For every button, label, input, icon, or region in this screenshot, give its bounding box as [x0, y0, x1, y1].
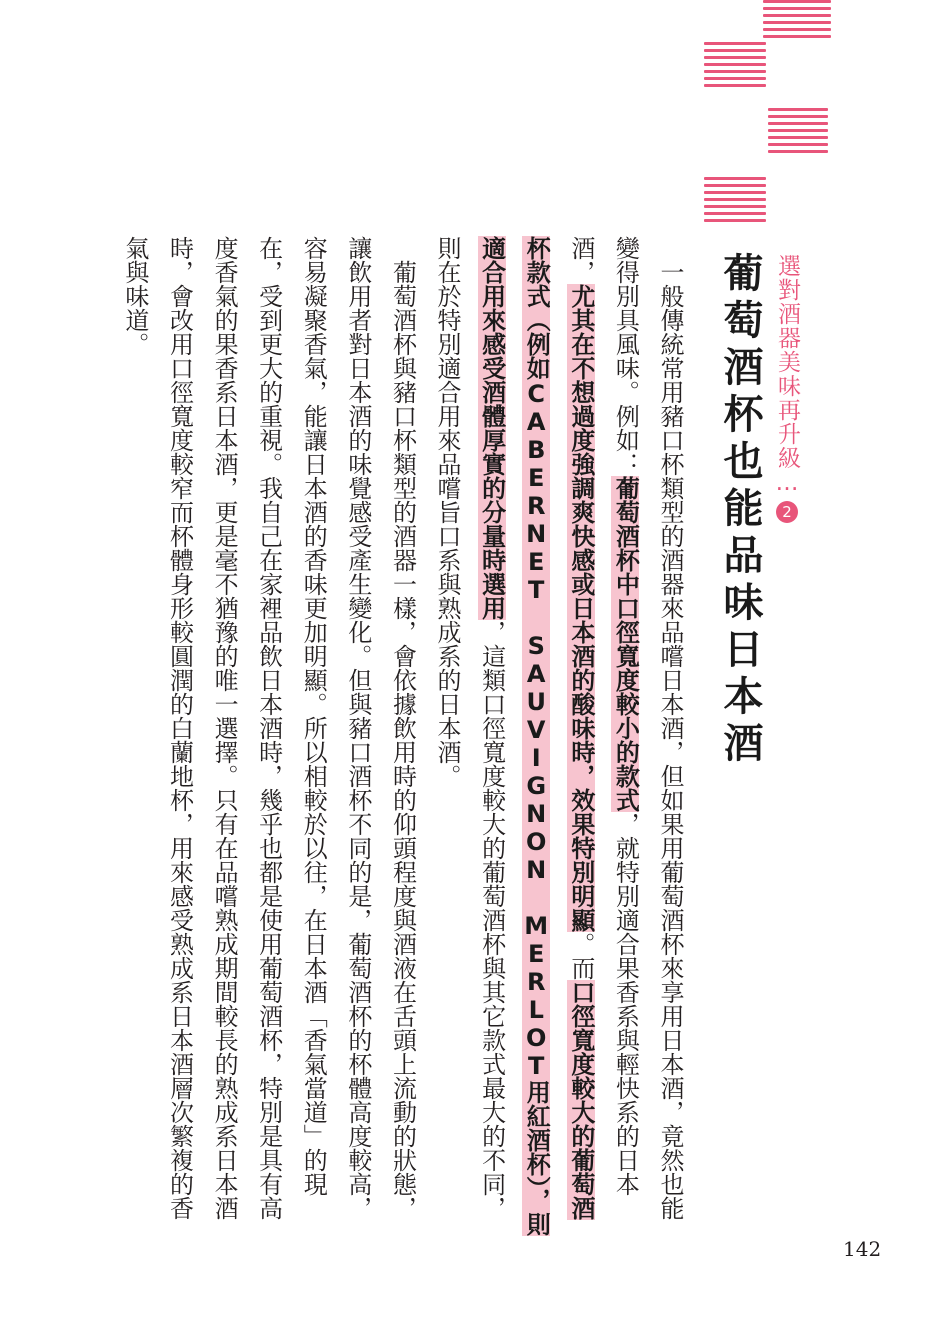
page-title: 葡萄酒杯也能品味日本酒	[717, 252, 763, 769]
page-number: 142	[843, 1237, 882, 1261]
paragraph-1-text-1: 一般傳統常用豬口杯類型的酒器來品嚐日本酒，但如果用葡萄酒杯來享用日本酒，竟然也能變得別具風味。例如：	[611, 236, 684, 1220]
series-number-badge: 2	[778, 502, 796, 522]
paragraph-2: 葡萄酒杯與豬口杯類型的酒器一樣，會依據飲用時的仰頭程度與酒液在舌頭上流動的狀態，讓飲用者對日本酒的味覺感受產生變化。但與豬口酒杯不同的是，葡萄酒杯的杯體高度較高，容易凝聚香氣，能讓日本酒的香味更加明顯。所以相較於以往，在日本酒「香氣當道」的現在，受到更大的重視。我自己在家裡品飲日本酒時，幾乎也都是使用葡萄酒杯，特別是具有高度香氣的果香系日本酒，更是毫不猶豫的唯一選擇。只有在品嚐熟成期間較長的熟成系日本酒時，會改用口徑寬度較窄而杯體身形較圓潤的白蘭地杯，用來感受熟成系日本酒層次繁複的香氣與味道。	[120, 236, 417, 1220]
series-label-text: 選對酒器美味再升級…	[774, 254, 800, 497]
decorative-stripes-left	[704, 42, 766, 91]
decorative-stripes-right	[768, 108, 828, 157]
highlight-2: 尤其在不想過度強調爽快感或日本酒的酸味時，效果特別明顯	[566, 284, 595, 932]
series-label	[772, 254, 802, 523]
decorative-stripes-lower	[704, 177, 766, 226]
decorative-stripes-top-right	[763, 0, 831, 42]
highlight-1: 葡萄酒杯中口徑寬度較小的款式	[611, 476, 640, 812]
highlight-3: 口徑寬度較大的葡萄酒杯款式（例如CABERNET SAUVIGNON MERLOT用紅酒杯），則適合用來感受酒體厚實的分量時選用	[477, 236, 595, 1236]
paragraph-1-text-4: ，這類口徑寬度較大的葡萄酒杯與其它款式最大的不同，則在於特別適合用來品嚐旨口系與熟成系的日本酒。	[433, 236, 506, 1220]
paragraph-1-text-3: 。而	[566, 932, 595, 980]
paragraph-1	[424, 236, 692, 1236]
paragraph-1-text-2: ，就特別適合果香系與輕快系的日本酒，	[566, 236, 640, 1196]
body-text	[112, 236, 692, 1236]
